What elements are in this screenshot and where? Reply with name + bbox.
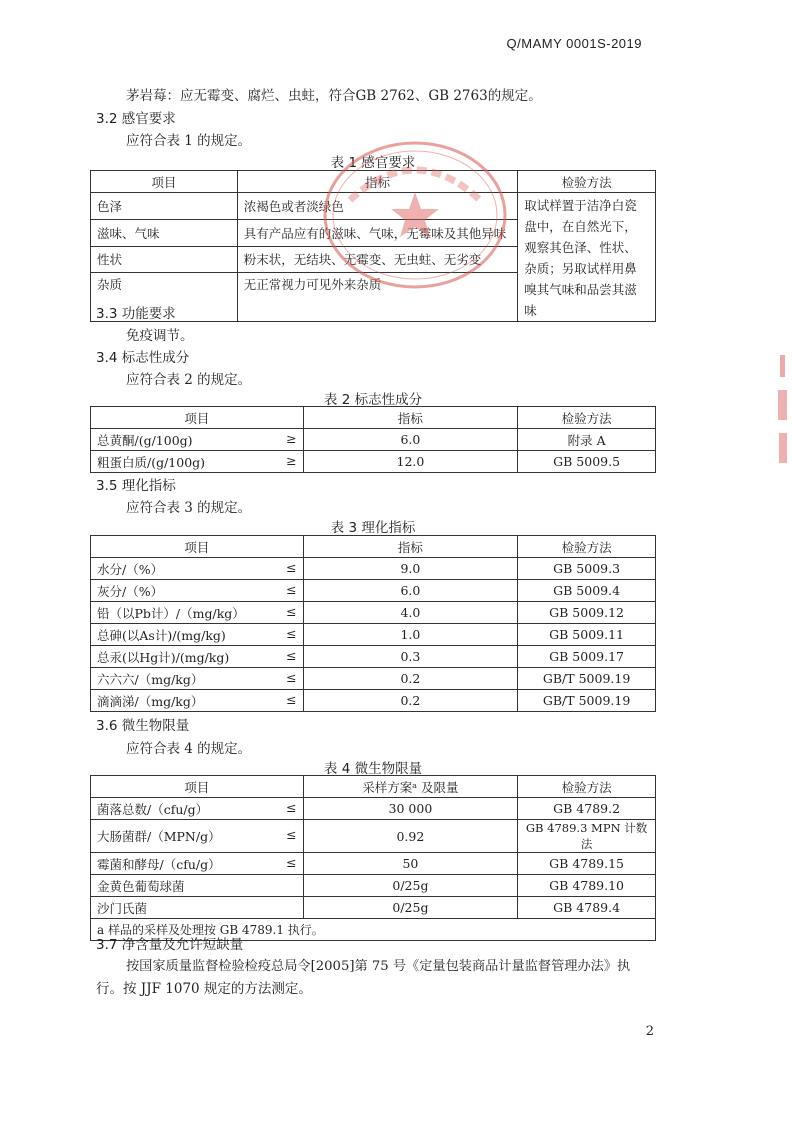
item-label: 霉菌和酵母/（cfu/g） <box>97 856 221 872</box>
cell-method: GB 4789.4 <box>518 897 656 919</box>
table-2-caption: 表 2 标志性成分 <box>323 392 423 408</box>
cell-item <box>91 602 304 624</box>
header-value: 采样方案ᵃ 及限量 <box>303 776 518 798</box>
table-row <box>91 646 656 668</box>
item-label: 水分/（%） <box>97 561 164 577</box>
comparison-symbol: ≤ <box>286 691 297 707</box>
cell-value: 0.2 <box>303 668 518 690</box>
cell-item <box>91 646 304 668</box>
section-3-7-line-2: 行。按 JJF 1070 规定的方法测定。 <box>96 981 312 997</box>
table-row <box>91 624 656 646</box>
section-3-4-heading: 3.4 标志性成分 <box>96 350 190 366</box>
company-seal-stamp <box>310 130 520 300</box>
table-footnote: a 样品的采样及处理按 GB 4789.1 执行。 <box>91 919 656 941</box>
table-header-row <box>91 536 656 558</box>
table-3-caption: 表 3 理化指标 <box>330 520 416 536</box>
table-header-row <box>91 407 656 429</box>
cell-method: GB 5009.3 <box>518 558 656 580</box>
section-3-3-text: 免疫调节。 <box>126 328 194 344</box>
section-3-7-line-1: 按国家质量监督检验检疫总局令[2005]第 75 号《定量包装商品计量监督管理办法》执 <box>126 959 631 974</box>
table-row <box>91 558 656 580</box>
cell-value: 0.92 <box>303 820 518 853</box>
cell-item <box>91 875 304 897</box>
comparison-symbol: ≤ <box>286 625 297 641</box>
cell-value: 无正常视力可见外来杂质 <box>237 273 517 322</box>
header-method: 检验方法 <box>518 776 656 798</box>
item-label: 总汞(以Hg计)/(mg/kg) <box>97 649 230 665</box>
document-code: Q/MAMY 0001S-2019 <box>506 36 642 51</box>
table-row <box>91 798 656 820</box>
comparison-symbol: ≤ <box>286 647 297 663</box>
section-3-5-text: 应符合表 3 的规定。 <box>126 500 252 516</box>
table-row <box>91 853 656 875</box>
table-row <box>91 580 656 602</box>
cell-item <box>91 820 304 853</box>
item-label: 六六六/（mg/kg） <box>97 671 204 687</box>
section-3-2-text: 应符合表 1 的规定。 <box>126 133 252 149</box>
comparison-symbol: ≤ <box>286 581 297 597</box>
cell-value: 粉末状，无结块、无霉变、无虫蛀、无劣变 <box>237 246 517 273</box>
cell-item: 色泽 <box>91 193 238 220</box>
cell-value: 6.0 <box>303 429 518 451</box>
header-item: 项目 <box>91 776 304 798</box>
header-value: 指标 <box>237 171 517 193</box>
comparison-symbol: ≤ <box>286 603 297 619</box>
comparison-symbol: ≤ <box>286 799 297 815</box>
cell-value: 6.0 <box>303 580 518 602</box>
cell-method: GB/T 5009.19 <box>518 668 656 690</box>
table-3 <box>90 535 656 712</box>
table-row <box>91 897 656 919</box>
cell-method: GB 4789.3 MPN 计数法 <box>518 820 656 853</box>
intro-line: 茅岩莓：应无霉变、腐烂、虫蛀，符合GB 2762、GB 2763的规定。 <box>126 88 542 104</box>
cell-item: 滋味、气味 <box>91 219 238 246</box>
comparison-symbol: ≤ <box>286 669 297 685</box>
item-label: 总砷(以As计)/(mg/kg) <box>97 627 226 643</box>
cell-method: 取试样置于洁净白瓷盘中，在自然光下，观察其色泽、性状、杂质；另取试样用鼻嗅其气味和品尝其滋味 <box>518 193 656 322</box>
cell-item: 性状 <box>91 246 238 273</box>
header-item: 项目 <box>91 171 238 193</box>
cell-method: GB 5009.12 <box>518 602 656 624</box>
cell-value: 1.0 <box>303 624 518 646</box>
cell-item <box>91 897 304 919</box>
header-method: 检验方法 <box>518 536 656 558</box>
cell-method: GB/T 5009.19 <box>518 690 656 712</box>
header-method: 检验方法 <box>518 407 656 429</box>
item-label: 金黄色葡萄球菌 <box>97 878 185 894</box>
item-label: 粗蛋白质/(g/100g) <box>97 454 206 470</box>
section-3-5-heading: 3.5 理化指标 <box>96 478 176 494</box>
cell-method: GB 5009.4 <box>518 580 656 602</box>
table-2 <box>90 406 656 473</box>
item-label: 铅（以Pb计）/（mg/kg） <box>97 605 245 621</box>
cell-value: 0.3 <box>303 646 518 668</box>
section-3-4-text: 应符合表 2 的规定。 <box>126 372 252 388</box>
table-row <box>91 690 656 712</box>
header-method: 检验方法 <box>518 171 656 193</box>
cell-method: GB 4789.10 <box>518 875 656 897</box>
cell-value: 0/25g <box>303 875 518 897</box>
cell-method: GB 5009.11 <box>518 624 656 646</box>
section-3-3-heading: 3.3 功能要求 <box>96 306 176 322</box>
cell-item <box>91 558 304 580</box>
cell-value: 具有产品应有的滋味、气味，无霉味及其他异味 <box>237 219 517 246</box>
header-value: 指标 <box>303 536 518 558</box>
cell-item <box>91 624 304 646</box>
cell-item <box>91 451 304 473</box>
page-number: 2 <box>645 1024 654 1039</box>
cell-method: GB 5009.17 <box>518 646 656 668</box>
table-row <box>91 451 656 473</box>
table-row <box>91 602 656 624</box>
cell-value: 9.0 <box>303 558 518 580</box>
cell-value: 4.0 <box>303 602 518 624</box>
section-3-6-heading: 3.6 微生物限量 <box>96 718 190 734</box>
table-header-row <box>91 776 656 798</box>
cell-value: 12.0 <box>303 451 518 473</box>
cell-item <box>91 690 304 712</box>
header-item: 项目 <box>91 407 304 429</box>
table-row <box>91 668 656 690</box>
table-1-caption: 表 1 感官要求 <box>330 155 416 171</box>
cell-item <box>91 853 304 875</box>
item-label: 总黄酮/(g/100g) <box>97 432 193 448</box>
item-label: 大肠菌群/（MPN/g） <box>97 829 221 844</box>
header-value: 指标 <box>303 407 518 429</box>
header-item: 项目 <box>91 536 304 558</box>
table-row <box>91 875 656 897</box>
table-row <box>91 820 656 853</box>
table-row <box>91 429 656 451</box>
comparison-symbol: ≤ <box>286 559 297 575</box>
cell-method: GB 4789.15 <box>518 853 656 875</box>
comparison-symbol: ≤ <box>286 827 297 842</box>
cell-value: 0/25g <box>303 897 518 919</box>
cell-method: GB 4789.2 <box>518 798 656 820</box>
cell-item <box>91 580 304 602</box>
section-3-2-heading: 3.2 感官要求 <box>96 111 176 127</box>
cell-value: 0.2 <box>303 690 518 712</box>
section-3-7-heading: 3.7 净含量及允许短缺量 <box>96 937 244 953</box>
cell-method: 附录 A <box>518 429 656 451</box>
table-4 <box>90 775 656 941</box>
cell-value: 50 <box>303 853 518 875</box>
item-label: 灰分/（%） <box>97 583 164 599</box>
edge-seal-fragment <box>776 355 790 465</box>
cell-item <box>91 668 304 690</box>
comparison-symbol: ≥ <box>286 430 297 446</box>
comparison-symbol: ≤ <box>286 854 297 870</box>
item-label: 菌落总数/（cfu/g） <box>97 801 209 817</box>
cell-method: GB 5009.5 <box>518 451 656 473</box>
cell-value: 浓褐色或者淡绿色 <box>237 193 517 220</box>
comparison-symbol: ≥ <box>286 452 297 468</box>
cell-value: 30 000 <box>303 798 518 820</box>
item-label: 滴滴涕/（mg/kg） <box>97 693 204 709</box>
table-4-caption: 表 4 微生物限量 <box>323 761 423 777</box>
cell-item <box>91 429 304 451</box>
cell-item: 杂质 <box>91 273 238 322</box>
section-3-6-text: 应符合表 4 的规定。 <box>126 741 252 757</box>
cell-item <box>91 798 304 820</box>
item-label: 沙门氏菌 <box>97 900 148 916</box>
